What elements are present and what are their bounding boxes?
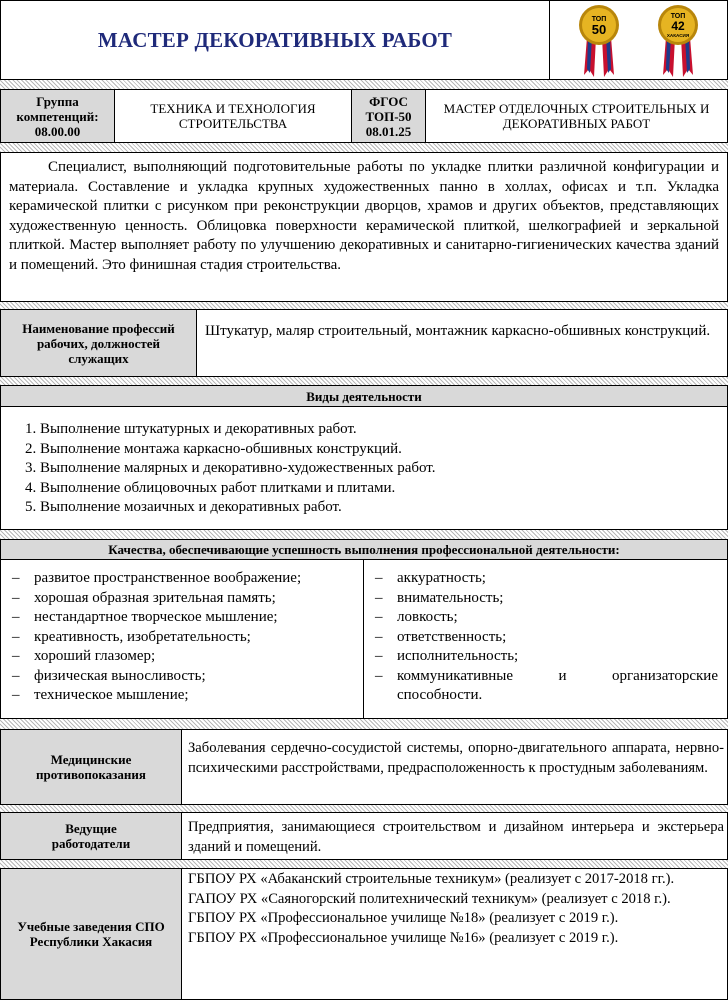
activity-item: 5. Выполнение мозаичных и декоративных работ. (40, 498, 710, 518)
school-item: ГБПОУ РХ «Профессиональное училище №18» (реализует с 2019 г.). (188, 910, 619, 926)
profession-name: МАСТЕР ОТДЕЛОЧНЫХ СТРОИТЕЛЬНЫХ И ДЕКОРАТИВНЫХ РАБОТ (443, 101, 710, 131)
group-name-cell (114, 89, 352, 143)
schools-list (188, 870, 724, 948)
top50-medal-icon (576, 3, 622, 77)
qualities-right-list (369, 569, 718, 706)
activity-item: 1. Выполнение штукатурных и декоративных работ. (40, 420, 710, 440)
group-name: ТЕХНИКА И ТЕХНОЛОГИЯ СТРОИТЕЛЬСТВА (150, 101, 316, 131)
quality-item: – внимательность; (369, 589, 718, 609)
badge1-line2: 50 (591, 22, 607, 37)
separator-hatch (0, 860, 728, 868)
employers-label-cell (0, 812, 182, 860)
group-label: Группа компетенций: (16, 93, 99, 124)
quality-item: – исполнительность; (369, 647, 718, 667)
separator-hatch (0, 302, 728, 309)
badge2-line2: 42 (671, 19, 685, 33)
professions-label: Наименование профессий рабочих, должностей служащих (22, 320, 175, 366)
profession-cell (425, 89, 728, 143)
quality-item: – нестандартное творческое мышление; (6, 608, 358, 628)
quality-item: – ловкость; (369, 608, 718, 628)
employers-value: Предприятия, занимающиеся строительством и дизайном интерьера и экстерьера зданий и помещений. (188, 819, 724, 855)
quality-item: – физическая выносливость; (6, 667, 358, 687)
activity-item: 2. Выполнение монтажа каркасно-обшивных конструкций. (40, 440, 710, 460)
schools-label-cell (0, 868, 182, 1000)
professions-label-cell (0, 309, 197, 377)
quality-item: – ответственность; (369, 628, 718, 648)
separator-hatch (0, 530, 728, 539)
badge2-line1: ТОП (670, 13, 686, 20)
school-item: ГБПОУ РХ «Профессиональное училище №16» (реализует с 2019 г.). (188, 929, 619, 946)
school-item: ГБПОУ РХ «Абаканский строительные техникум» (реализует с 2017-2018 гг.). (188, 871, 675, 887)
group-label-cell (0, 89, 115, 143)
quality-item: – креативность, изобретательность; (6, 628, 358, 648)
quality-item: – аккуратность; (369, 569, 718, 589)
separator-hatch (0, 377, 728, 385)
quality-item: – развитое пространственное воображение; (6, 569, 358, 589)
school-item: ГАПОУ РХ «Саяногорский политехнический техникум» (реализует с 2018 г.). (188, 890, 671, 907)
separator-hatch (0, 80, 728, 89)
fgos-top: ТОП-50 (365, 108, 412, 124)
activities-header: Виды деятельности (0, 385, 728, 407)
professions-value: Штукатур, маляр строительный, монтажник каркасно-обшивных конструкций. (205, 323, 711, 339)
schools-label: Учебные заведения СПО Республики Хакасия (17, 919, 165, 949)
quality-item: – техническое мышление; (6, 686, 358, 706)
employers-label: Ведущие работодатели (51, 821, 131, 851)
contraindications-label: Медицинские противопоказания (36, 752, 146, 782)
professions-value-cell (196, 309, 728, 377)
quality-item: – хороший глазомер; (6, 647, 358, 667)
separator-hatch (0, 719, 728, 729)
contraindications-value: Заболевания сердечно-сосудистой системы, опорно-двигательного аппарата, нервно-психическими расстройствами, предрасположенность к простудным заболеваниям. (188, 740, 724, 776)
separator-hatch (0, 805, 728, 812)
fgos-cell (351, 89, 426, 143)
badge2-line3: ХАКАСИЯ (666, 33, 690, 38)
badge1-line1: ТОП (591, 16, 607, 23)
page-title: МАСТЕР ДЕКОРАТИВНЫХ РАБОТ (97, 28, 453, 52)
separator-hatch (0, 143, 728, 152)
fgos-label: ФГОС (369, 93, 408, 109)
fgos-code: 08.01.25 (365, 123, 412, 139)
description-text: Специалист, выполняющий подготовительные работы по укладке плитки различной конфигурации и материала. Составление и укладка крупных художественных панно в холлах, офисах и т.п. Укладка керамической плитки с рисунком при реконструкции дворцов, храмов и других объектов, представляющих художественную ценность. Облицовка поверхности керамической плиткой, шелкографией и зеркальной плиткой. Мастер выполняет работу по улучшению декоративных и санитарно-гигиенических качества зданий и помещений. Это финишная стадия строительства. (9, 159, 719, 273)
activities-list (10, 420, 710, 518)
activity-item: 3. Выполнение малярных и декоративно-художественных работ. (40, 459, 710, 479)
quality-item: – хорошая образная зрительная память; (6, 589, 358, 609)
quality-item: – коммуникативные и организаторские способности. (369, 667, 718, 706)
qualities-left-list (6, 569, 358, 706)
top42-medal-icon (655, 3, 701, 77)
qualities-header: Качества, обеспечивающие успешность выполнения профессиональной деятельности: (0, 539, 728, 560)
activity-item: 4. Выполнение облицовочных работ плитками и плитами. (40, 479, 710, 499)
group-code: 08.00.00 (34, 123, 81, 139)
contraindications-label-cell (0, 729, 182, 805)
